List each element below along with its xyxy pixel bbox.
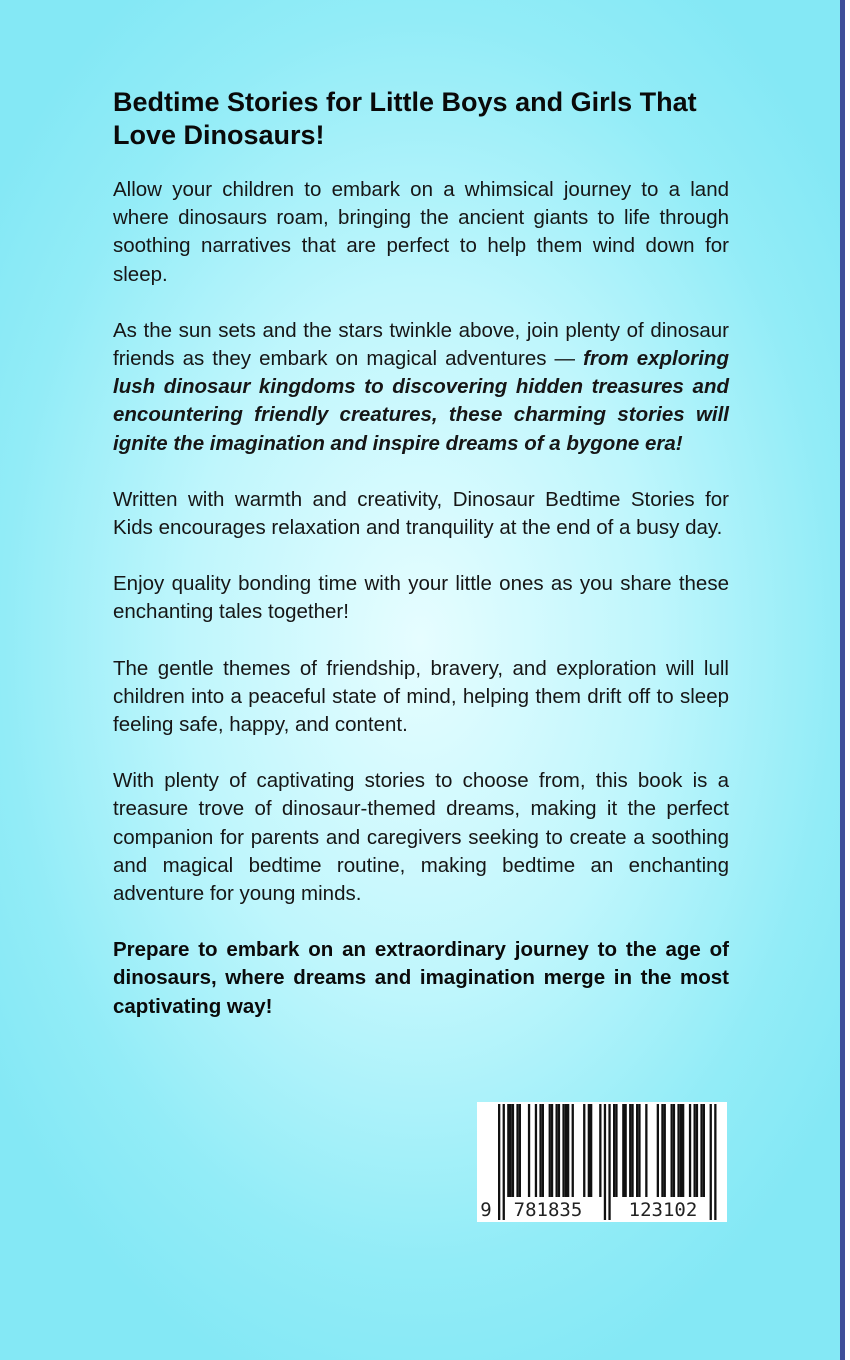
- barcode-bar: [677, 1104, 679, 1197]
- barcode-bar: [625, 1104, 627, 1197]
- barcode-bar: [498, 1104, 500, 1220]
- barcode-bar: [565, 1104, 567, 1197]
- barcode-bar: [696, 1104, 698, 1197]
- barcode-bar: [694, 1104, 696, 1197]
- barcode-right-digits: 123102: [628, 1199, 698, 1221]
- barcode-bar: [657, 1104, 659, 1197]
- barcode-bar: [572, 1104, 574, 1197]
- barcode-bar: [664, 1104, 666, 1197]
- paragraph-intro: Allow your children to embark on a whimsical journey to a land where dinosaurs roam, bringing the ancient giants to life through soothing narratives that are perfect to help them wind down for sleep.: [113, 178, 729, 286]
- barcode-bar: [636, 1104, 638, 1197]
- barcode-bar: [700, 1104, 702, 1197]
- barcode-bar: [588, 1104, 590, 1197]
- barcode-bar: [549, 1104, 551, 1197]
- barcode-bar: [661, 1104, 663, 1197]
- spine-edge: [840, 0, 845, 1360]
- barcode-bar: [590, 1104, 592, 1197]
- blurb: [113, 86, 729, 1021]
- barcode-bar: [551, 1104, 553, 1197]
- barcode-bar: [516, 1104, 518, 1197]
- barcode-bar: [622, 1104, 624, 1197]
- paragraph-adventures-emphasis: from exploring lush dinosaur kingdoms to discovering hidden treasures and encountering friendly creatures, these charming stories will ignite the imagination and inspire dreams of a bygone era!: [113, 347, 729, 455]
- barcode-bar: [535, 1104, 537, 1197]
- barcode-bar: [714, 1104, 716, 1220]
- barcode-bar: [583, 1104, 585, 1197]
- paragraph-themes: The gentle themes of friendship, bravery, and exploration will lull children into a peaceful state of mind, helping them drift off to sleep feeling safe, happy, and content.: [113, 656, 729, 737]
- paragraph-adventures-text: As the sun sets and the stars twinkle above, join plenty of dinosaur friends as they embark on magical adventures —: [113, 318, 729, 371]
- barcode-bar: [689, 1104, 691, 1197]
- barcode-bar: [567, 1104, 569, 1197]
- barcode-bar: [512, 1104, 514, 1197]
- barcode-left-digits: 781835: [513, 1199, 583, 1221]
- barcode-bar: [556, 1104, 558, 1197]
- isbn-barcode: [477, 1102, 727, 1222]
- paragraph-warmth: Written with warmth and creativity, Dinosaur Bedtime Stories for Kids encourages relaxation and tranquility at the end of a busy day.: [113, 487, 729, 540]
- barcode-bar: [599, 1104, 601, 1197]
- barcode-bar: [645, 1104, 647, 1197]
- barcode-bar: [539, 1104, 541, 1197]
- barcode-bar: [710, 1104, 712, 1220]
- barcode-bar: [608, 1104, 610, 1220]
- barcode-bar: [528, 1104, 530, 1197]
- barcode-bar: [503, 1104, 505, 1220]
- barcode-bar: [615, 1104, 617, 1197]
- barcode-bar: [680, 1104, 682, 1197]
- barcode-bar: [542, 1104, 544, 1197]
- paragraph-adventures: [113, 317, 729, 458]
- barcode-bar: [613, 1104, 615, 1197]
- paragraph-bonding: Enjoy quality bonding time with your little ones as you share these enchanting tales together!: [113, 572, 729, 624]
- barcode-bar: [673, 1104, 675, 1197]
- barcode-bar: [682, 1104, 684, 1197]
- page-title: Bedtime Stories for Little Boys and Girls That Love Dinosaurs!: [113, 87, 697, 150]
- barcode-bar: [671, 1104, 673, 1197]
- barcode-bar: [519, 1104, 521, 1197]
- closing-statement: Prepare to embark on an extraordinary journey to the age of dinosaurs, where dreams and imagination merge in the most captivating way!: [113, 938, 729, 1018]
- barcode-bar: [638, 1104, 640, 1197]
- barcode-bar: [558, 1104, 560, 1197]
- barcode-bar: [507, 1104, 509, 1197]
- barcode-lead-digit: 9: [480, 1199, 492, 1221]
- barcode-bar: [703, 1104, 705, 1197]
- barcode-bar: [510, 1104, 512, 1197]
- barcode-bar: [562, 1104, 564, 1197]
- barcode-bar: [629, 1104, 631, 1197]
- barcode-bar: [604, 1104, 606, 1220]
- paragraph-companion: With plenty of captivating stories to choose from, this book is a treasure trove of dinosaur-themed dreams, making it the perfect companion for parents and caregivers seeking to create a soothing and magical bedtime routine, making bedtime an enchanting adventure for young minds.: [113, 769, 729, 906]
- barcode-bar: [631, 1104, 633, 1197]
